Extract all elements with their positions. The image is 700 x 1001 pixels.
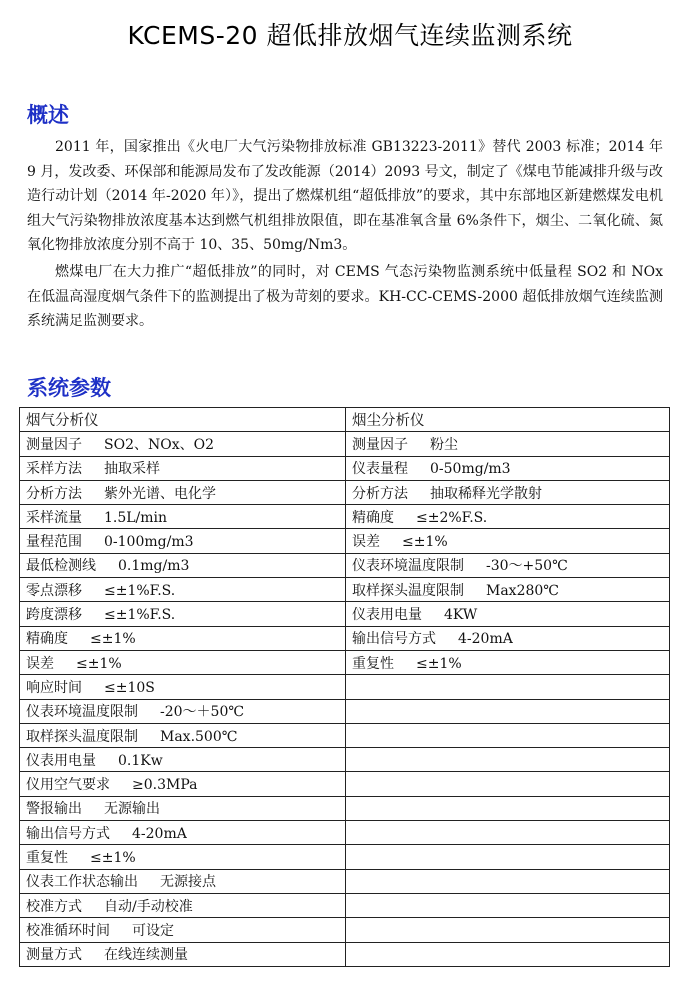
param-name: 仪表用电量 — [26, 752, 96, 769]
param-name: 仪表用电量 — [352, 607, 422, 624]
param-value: 粉尘 — [430, 436, 458, 453]
table-row — [20, 602, 670, 626]
table-row — [20, 699, 670, 723]
param-value: 4-20mA — [132, 825, 187, 842]
dust-param-cell — [346, 893, 670, 917]
param-name: 校准方式 — [26, 898, 82, 915]
gas-param-cell — [20, 869, 346, 893]
gas-param-cell — [20, 553, 346, 577]
gas-param-cell — [20, 942, 346, 966]
param-value: 4KW — [444, 607, 478, 624]
param-name: 输出信号方式 — [352, 631, 436, 648]
params-table — [19, 407, 670, 967]
gas-analyzer-header: 烟气分析仪 — [20, 408, 346, 432]
param-value: ≤±10S — [104, 679, 155, 696]
dust-param-cell — [346, 748, 670, 772]
gas-param-cell — [20, 505, 346, 529]
param-name: 量程范围 — [26, 534, 82, 551]
param-name: 跨度漂移 — [26, 607, 82, 624]
dust-param-cell — [346, 578, 670, 602]
dust-param-cell — [346, 480, 670, 504]
table-row — [20, 505, 670, 529]
table-row — [20, 650, 670, 674]
dust-param-cell — [346, 772, 670, 796]
param-name: 采样方法 — [26, 461, 82, 478]
table-row — [20, 772, 670, 796]
param-value: ≤±1%F.S. — [104, 582, 176, 599]
params-heading: 系统参数 — [27, 376, 111, 400]
table-row — [20, 748, 670, 772]
table-row — [20, 553, 670, 577]
param-value: 自动/手动校准 — [104, 898, 193, 915]
gas-param-cell — [20, 845, 346, 869]
param-value: 0.1mg/m3 — [118, 558, 190, 575]
gas-param-cell — [20, 602, 346, 626]
gas-param-cell — [20, 699, 346, 723]
dust-param-cell — [346, 456, 670, 480]
param-value: 抽取采样 — [104, 461, 160, 478]
gas-param-cell — [20, 893, 346, 917]
gas-param-cell — [20, 675, 346, 699]
table-row — [20, 480, 670, 504]
gas-param-cell — [20, 432, 346, 456]
param-value: 1.5L/min — [104, 509, 168, 526]
param-name: 输出信号方式 — [26, 825, 110, 842]
param-name: 误差 — [26, 655, 54, 672]
dust-param-cell — [346, 529, 670, 553]
table-row — [20, 723, 670, 747]
param-value: 可设定 — [132, 922, 174, 939]
param-value: 0-50mg/m3 — [430, 461, 511, 478]
dust-param-cell — [346, 553, 670, 577]
gas-param-cell — [20, 723, 346, 747]
table-row — [20, 845, 670, 869]
param-value: ≤±1% — [416, 655, 462, 672]
dust-param-cell — [346, 845, 670, 869]
param-value: ≤±1%F.S. — [104, 607, 176, 624]
gas-param-cell — [20, 626, 346, 650]
table-row — [20, 456, 670, 480]
table-row — [20, 529, 670, 553]
table-row — [20, 821, 670, 845]
table-row — [20, 869, 670, 893]
param-name: 取样探头温度限制 — [352, 582, 464, 599]
param-name: 采样流量 — [26, 509, 82, 526]
dust-param-cell — [346, 821, 670, 845]
param-name: 重复性 — [26, 849, 68, 866]
param-value: 4-20mA — [458, 631, 513, 648]
dust-param-cell — [346, 602, 670, 626]
param-name: 校准循环时间 — [26, 922, 110, 939]
param-value: ≤±1% — [402, 534, 448, 551]
dust-param-cell — [346, 723, 670, 747]
param-value: ≥0.3MPa — [132, 777, 198, 794]
param-name: 重复性 — [352, 655, 394, 672]
param-name: 最低检测线 — [26, 558, 96, 575]
param-value: 无源接点 — [160, 874, 216, 891]
gas-param-cell — [20, 578, 346, 602]
param-name: 仪用空气要求 — [26, 777, 110, 794]
overview-paragraph: 燃煤电厂在大力推广“超低排放”的同时，对 CEMS 气态污染物监测系统中低量程 SO2 和 NOx 在低温高湿度烟气条件下的监测提出了极为苛刻的要求。KH-CC-CEMS-2000 超低排放烟气连续监测系统满足监测要求。 — [27, 264, 663, 329]
table-row — [20, 626, 670, 650]
param-name: 零点漂移 — [26, 582, 82, 599]
table-row — [20, 942, 670, 966]
gas-param-cell — [20, 456, 346, 480]
param-name: 测量方式 — [26, 947, 82, 964]
param-name: 响应时间 — [26, 679, 82, 696]
table-row — [20, 432, 670, 456]
param-value: ≤±2%F.S. — [416, 509, 488, 526]
gas-param-cell — [20, 529, 346, 553]
param-name: 取样探头温度限制 — [26, 728, 138, 745]
param-value: 在线连续测量 — [104, 947, 188, 964]
param-name: 误差 — [352, 534, 380, 551]
dust-param-cell — [346, 942, 670, 966]
param-value: ≤±1% — [90, 849, 136, 866]
table-row — [20, 796, 670, 820]
table-header-row — [20, 408, 670, 432]
gas-param-cell — [20, 772, 346, 796]
param-name: 精确度 — [26, 631, 68, 648]
param-value: 抽取稀释光学散射 — [430, 485, 542, 502]
param-value: 0-100mg/m3 — [104, 534, 194, 551]
param-name: 分析方法 — [26, 485, 82, 502]
param-value: Max280℃ — [486, 582, 559, 599]
table-row — [20, 578, 670, 602]
gas-param-cell — [20, 748, 346, 772]
param-name: 精确度 — [352, 509, 394, 526]
gas-param-cell — [20, 650, 346, 674]
overview-paragraph: 2011 年，国家推出《火电厂大气污染物排放标准 GB13223-2011》替代 2003 标准；2014 年 9 月，发改委、环保部和能源局发布了发改能源（2014）2093 号文，制定了《煤电节能减排升级与改造行动计划（2014 年-2020 年）》，提出了燃煤机组“超低排放”的要求，其中东部地区新建燃煤发电机组大气污染物排放浓度基本达到燃气机组排放限值，即在基准氧含量 6%条件下，烟尘、二氧化硫、氮氧化物排放浓度分别不高于 10、35、50mg/Nm3。 — [27, 139, 663, 253]
param-value: Max.500℃ — [160, 728, 238, 745]
gas-param-cell — [20, 480, 346, 504]
param-name: 仪表工作状态输出 — [26, 874, 138, 891]
param-value: ≤±1% — [76, 655, 122, 672]
dust-param-cell — [346, 699, 670, 723]
dust-param-cell — [346, 626, 670, 650]
param-name: 测量因子 — [26, 436, 82, 453]
param-name: 警报输出 — [26, 801, 82, 818]
dust-param-cell — [346, 869, 670, 893]
param-value: -30～+50℃ — [486, 558, 568, 575]
dust-param-cell — [346, 505, 670, 529]
param-name: 分析方法 — [352, 485, 408, 502]
dust-param-cell — [346, 796, 670, 820]
dust-param-cell — [346, 650, 670, 674]
param-value: 紫外光谱、电化学 — [104, 485, 216, 502]
gas-param-cell — [20, 796, 346, 820]
param-name: 仪表量程 — [352, 461, 408, 478]
table-row — [20, 918, 670, 942]
gas-param-cell — [20, 918, 346, 942]
dust-param-cell — [346, 675, 670, 699]
param-name: 仪表环境温度限制 — [26, 704, 138, 721]
table-row — [20, 675, 670, 699]
param-value: 无源输出 — [104, 801, 160, 818]
table-row — [20, 893, 670, 917]
param-value: SO2、NOx、O2 — [104, 436, 214, 453]
param-name: 仪表环境温度限制 — [352, 558, 464, 575]
dust-param-cell — [346, 432, 670, 456]
page-title: KCEMS-20 超低排放烟气连续监测系统 — [127, 21, 573, 50]
dust-analyzer-header: 烟尘分析仪 — [346, 408, 670, 432]
param-value: 0.1Kw — [118, 752, 163, 769]
param-name: 测量因子 — [352, 436, 408, 453]
param-value: -20～＋50℃ — [160, 704, 245, 721]
gas-param-cell — [20, 821, 346, 845]
overview-heading: 概述 — [27, 103, 69, 127]
param-value: ≤±1% — [90, 631, 136, 648]
dust-param-cell — [346, 918, 670, 942]
